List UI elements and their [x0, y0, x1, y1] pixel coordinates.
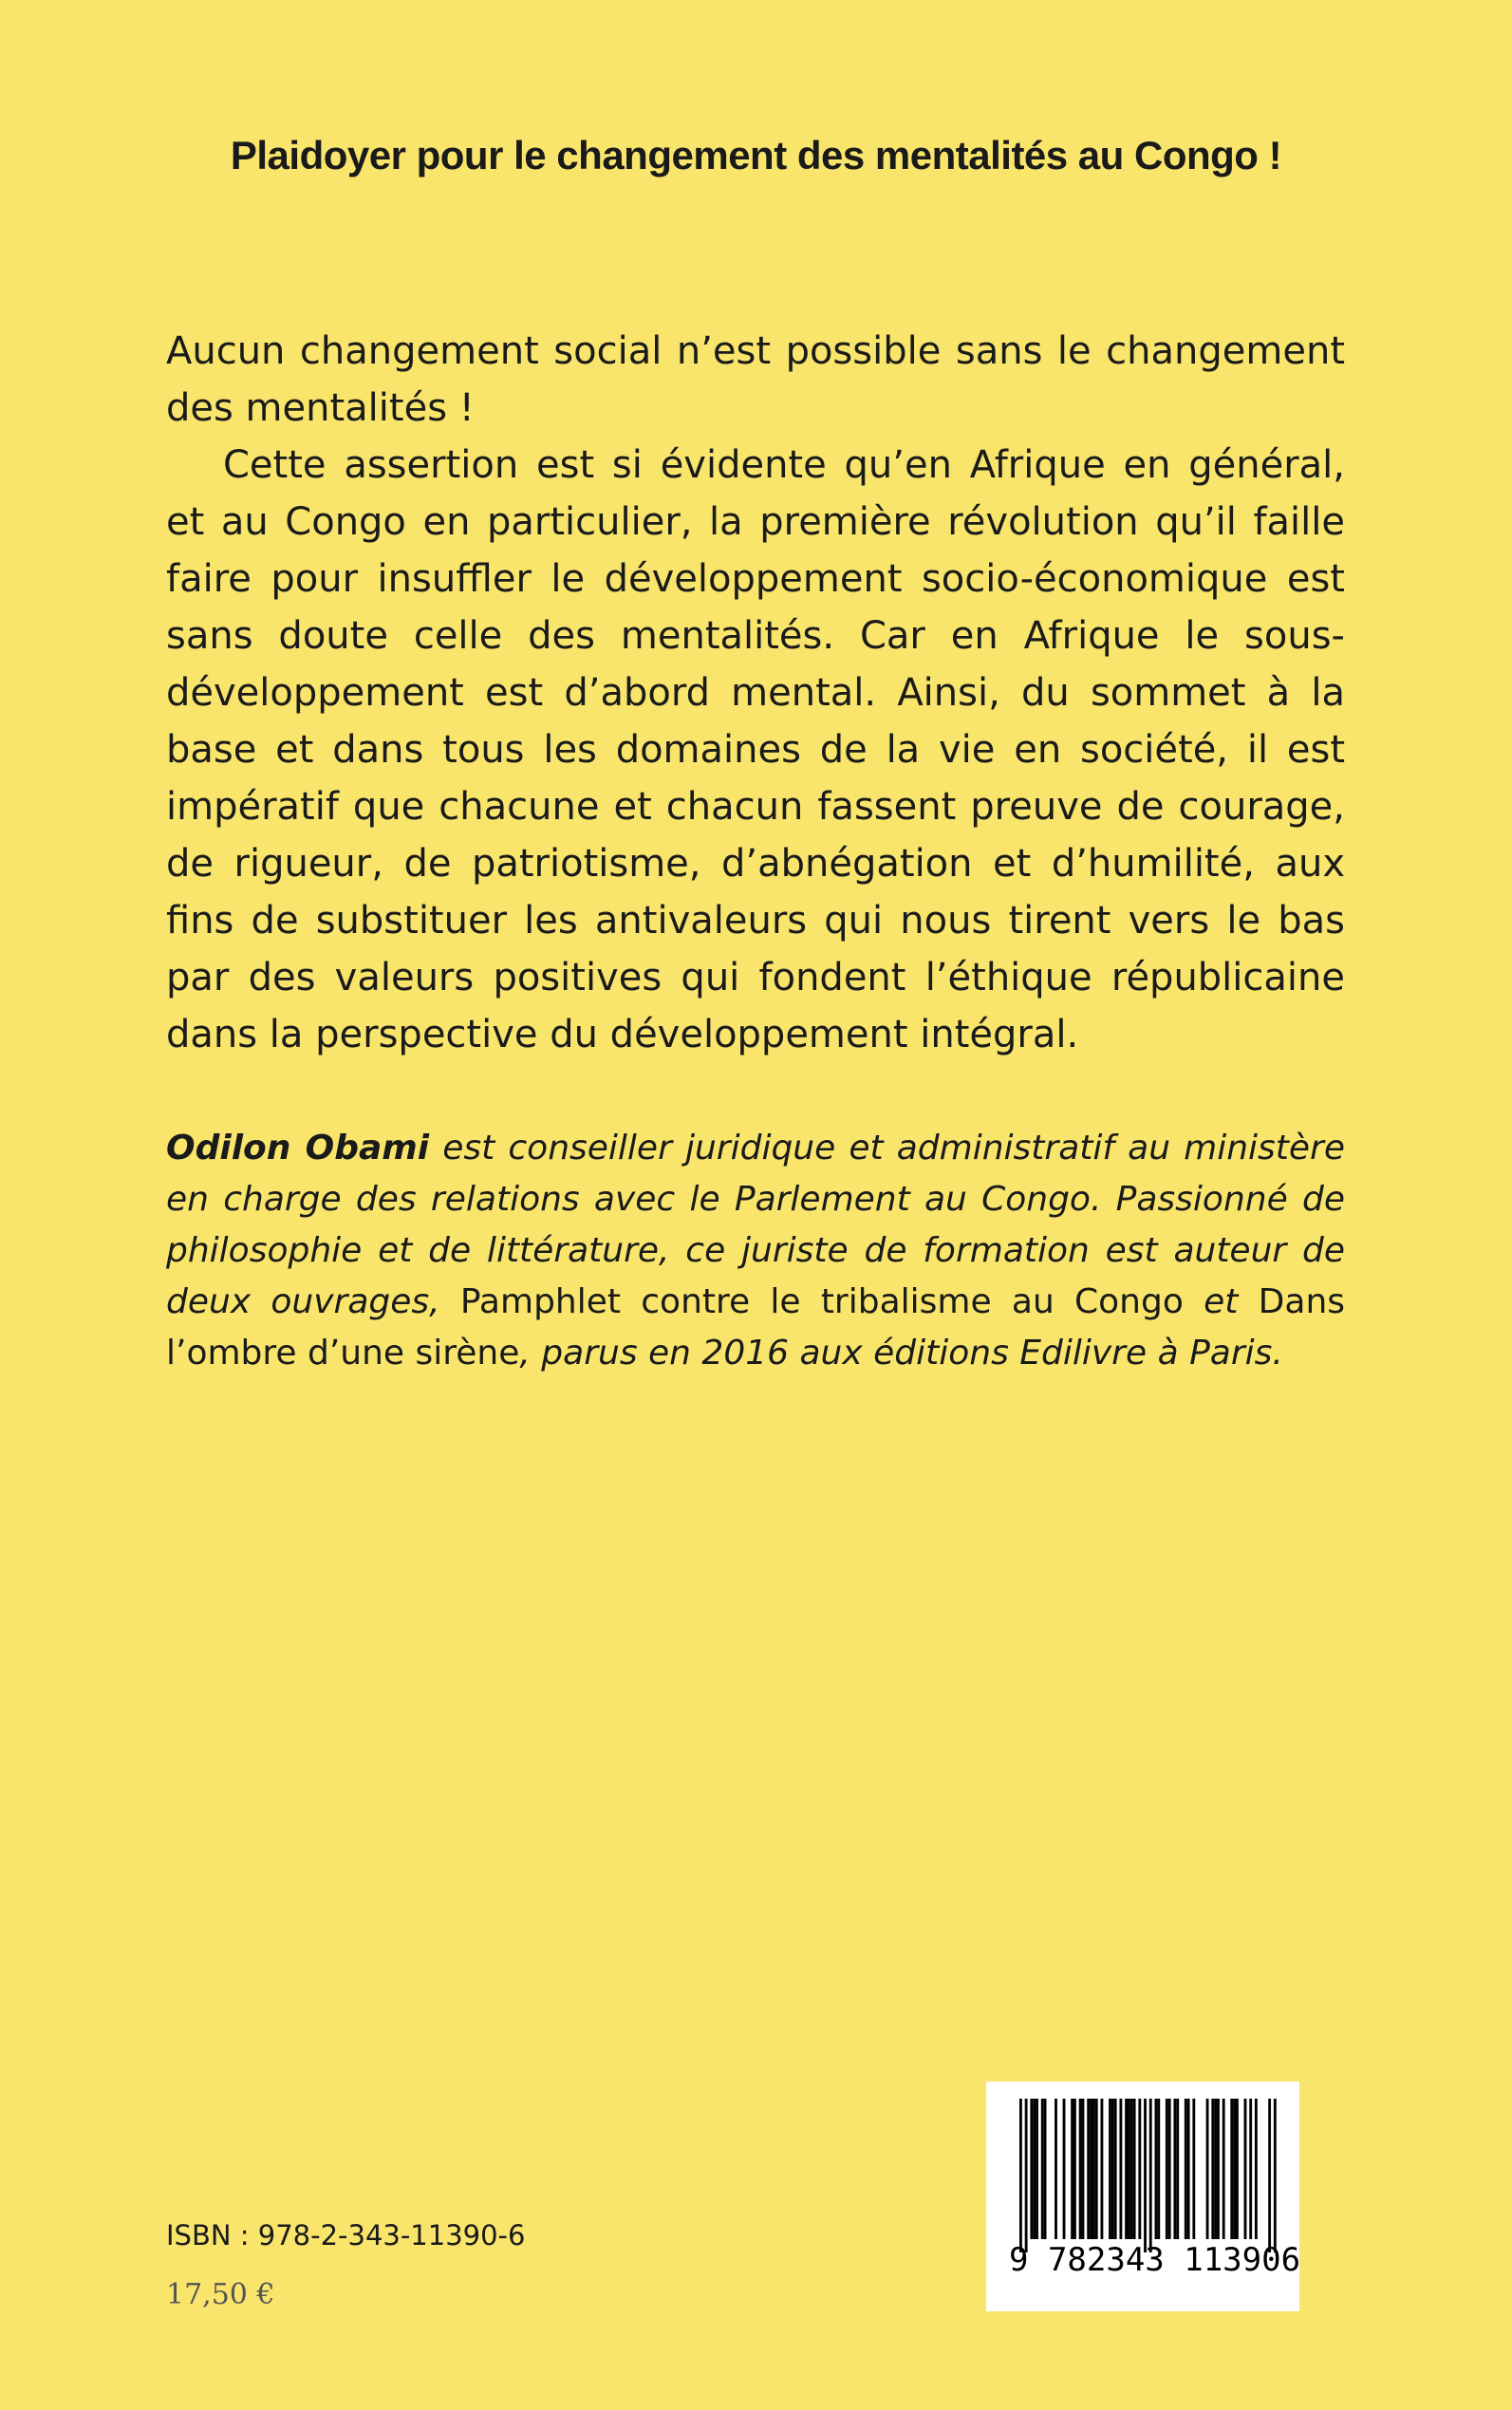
barcode-bar: [1044, 2099, 1047, 2239]
barcode-bar: [1071, 2099, 1073, 2239]
author-bio-part-2: et: [1183, 1282, 1259, 1321]
barcode-bar: [1125, 2099, 1128, 2239]
isbn-label: ISBN : 978-2-343-11390-6: [166, 2219, 526, 2251]
barcode-bar: [1111, 2099, 1114, 2239]
barcode-bar: [1236, 2099, 1239, 2239]
barcode-bar: [1166, 2099, 1168, 2239]
barcode-guard-bar: [1019, 2099, 1022, 2252]
book-title-1: Pamphlet contre le tribalisme au Congo: [459, 1282, 1184, 1321]
barcode-bar: [1082, 2099, 1085, 2239]
book-title-2: Dans l’ombre d’une sirène: [166, 1282, 1346, 1373]
barcode-bar: [1030, 2099, 1033, 2239]
barcode-bar: [1168, 2099, 1171, 2239]
barcode-bar: [1157, 2099, 1160, 2239]
barcode-bar: [1185, 2099, 1187, 2239]
barcode-guard-bar: [1268, 2099, 1271, 2252]
barcode-bar: [1041, 2099, 1044, 2239]
barcode-guard-bar: [1149, 2099, 1152, 2252]
barcode-bar: [1055, 2099, 1057, 2239]
barcode-bar: [1217, 2099, 1220, 2239]
barcode-bar: [1109, 2099, 1111, 2239]
barcode-bar: [1244, 2099, 1247, 2239]
barcode-bar: [1036, 2099, 1038, 2239]
barcode-bar: [1138, 2099, 1141, 2239]
barcode-bar: [1187, 2099, 1190, 2239]
barcode-bar: [1119, 2099, 1122, 2239]
barcode-bar: [1223, 2099, 1225, 2239]
barcode-bar: [1214, 2099, 1217, 2239]
barcode-bar: [1192, 2099, 1195, 2239]
barcode-bar: [1063, 2099, 1066, 2239]
summary-paragraph-1: Aucun changement social n’est possible sans le changement des mentalités !: [166, 329, 1345, 430]
barcode-bar: [1073, 2099, 1076, 2239]
barcode-guard-bar: [1274, 2099, 1277, 2252]
barcode-bar: [1255, 2099, 1258, 2239]
barcode-bar: [1176, 2099, 1179, 2239]
barcode-bar: [1233, 2099, 1236, 2239]
price-label: 17,50 €: [166, 2278, 275, 2311]
barcode: [986, 2082, 1299, 2311]
barcode-guard-bar: [1025, 2099, 1028, 2252]
cover-headline: Plaidoyer pour le changement des mentalités au Congo !: [230, 133, 1282, 177]
barcode-bar: [1133, 2099, 1136, 2239]
barcode-bar: [1087, 2099, 1090, 2239]
author-bio-part-1: est conseiller juridique et administratif au ministère en charge des relations avec le Parlement au Congo. Passionné de philosophie et de littérature, ce juriste de formation est auteur de deux ouvrages,: [166, 1129, 1346, 1321]
barcode-bar: [1128, 2099, 1130, 2239]
barcode-bar: [1033, 2099, 1036, 2239]
summary-paragraph-2: Cette assertion est si évidente qu’en Afrique en général, et au Congo en particulier, la première révolution qu’il faille faire pour insuffler le développement socio-économique est sans doute celle des mentalités. Car en Afrique le sous-développement est d’abord mental. Ainsi, du sommet à la base et dans tous les domaines de la vie en société, il est impératif que chacune et chacun fassent preuve de courage, de rigueur, de patriotisme, d’abnégation et d’humilité, aux fins de substituer les antivaleurs qui nous tirent vers le bas par des valeurs positives qui fondent l’éthique républicaine dans la perspective du développement intégral.: [166, 443, 1345, 1056]
barcode-bar: [1090, 2099, 1092, 2239]
author-name: Odilon Obami: [166, 1129, 430, 1168]
barcode-bar: [1101, 2099, 1104, 2239]
barcode-guard-bar: [1144, 2099, 1147, 2252]
barcode-bar: [1173, 2099, 1176, 2239]
barcode-bar: [1095, 2099, 1098, 2239]
barcode-bar: [1206, 2099, 1209, 2239]
barcode-bar: [1079, 2099, 1082, 2239]
author-bio-part-3: , parus en 2016 aux éditions Edilivre à Paris.: [519, 1334, 1283, 1373]
barcode-bar: [1130, 2099, 1133, 2239]
barcode-bar: [1092, 2099, 1095, 2239]
barcode-bar: [1211, 2099, 1214, 2239]
author-bio: [166, 1123, 1345, 1379]
barcode-bar: [1155, 2099, 1158, 2239]
barcode-bar: [1230, 2099, 1233, 2239]
barcode-bar: [1249, 2099, 1252, 2239]
barcode-bar: [1114, 2099, 1117, 2239]
barcode-number: 9 782343 113906: [1009, 2241, 1301, 2279]
summary-text: [166, 323, 1345, 1063]
